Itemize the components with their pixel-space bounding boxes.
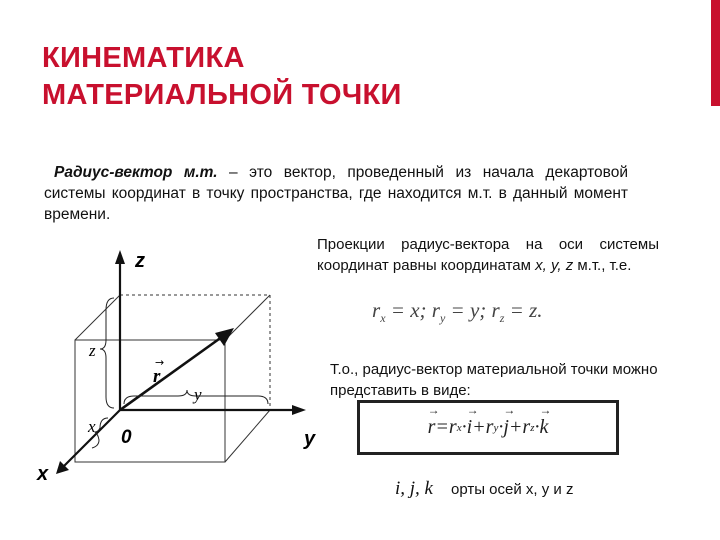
cube-edge-bottom-right <box>225 410 270 462</box>
box-ry: r <box>485 416 494 438</box>
formula-period: . <box>537 298 543 322</box>
vector-r-arrow-mark: → <box>155 356 165 369</box>
box-dot1: · <box>461 416 467 438</box>
box-rx: r <box>448 416 457 438</box>
box-i: → i <box>467 416 473 439</box>
unit-vectors-symbols: i, j, k <box>395 478 433 499</box>
projection-text-after: м.т., т.е. <box>573 257 632 274</box>
coord-x-label: x <box>88 417 96 436</box>
unit-vectors-label: орты осей x, y и z <box>451 481 574 498</box>
box-sub-x: x <box>456 421 462 434</box>
cube-front-face <box>75 340 225 462</box>
coord-y-label: y <box>194 385 202 404</box>
box-r: → r <box>428 416 436 439</box>
coordinate-formula <box>372 298 543 326</box>
conclusion-paragraph: Т.о., радиус-вектор материальной точки можно представить в виде: <box>330 361 658 399</box>
formula-r3: r <box>491 298 500 322</box>
box-sub-z: z <box>530 421 535 434</box>
y-axis-arrowhead <box>292 405 306 415</box>
formula-eq2: = <box>445 298 470 322</box>
box-j: → j <box>503 416 509 439</box>
z-axis-arrowhead <box>115 250 125 264</box>
projection-paragraph <box>317 234 659 276</box>
formula-r1: r <box>372 298 381 322</box>
box-eq: = <box>435 416 449 438</box>
projection-vars: x, y, z <box>535 257 574 274</box>
formula-x: x <box>410 298 420 322</box>
box-sub-y: y <box>493 421 499 434</box>
projection-text-before: Проекции радиус-вектора на оси системы координат равны координатам <box>317 236 659 274</box>
formula-eq3: = <box>504 298 530 322</box>
box-dot2: · <box>498 416 504 438</box>
radius-vector-line <box>120 334 226 410</box>
formula-sub-y: y <box>439 311 446 326</box>
formula-eq1: = <box>385 298 411 322</box>
formula-sep2: ; <box>479 298 492 322</box>
axis-x-label: x <box>37 463 49 485</box>
title-line-2: МАТЕРИАЛЬНОЙ ТОЧКИ <box>42 79 402 111</box>
box-rz: r <box>522 416 531 438</box>
cube-edge-top-left <box>75 295 120 340</box>
axis-z-label: z <box>135 250 145 272</box>
z-brace <box>100 298 114 408</box>
title-line-1: КИНЕМАТИКА <box>42 42 245 74</box>
radius-vector-arrowhead <box>215 328 234 346</box>
definition-term: Радиус-вектор м.т. <box>54 163 218 181</box>
coord-z-label: z <box>89 341 96 360</box>
definition-text: – это вектор, проведенный из начала декартовой системы координат в точку пространства, где находится м.т. в данный момент времени. <box>44 163 628 223</box>
origin-label: 0 <box>121 427 132 448</box>
formula-r2: r <box>431 298 440 322</box>
box-dot3: · <box>534 416 540 438</box>
formula-sub-z: z <box>499 311 505 326</box>
vector-r-label: r <box>153 366 161 387</box>
box-plus2: + <box>508 416 523 438</box>
formula-sub-x: x <box>380 311 386 326</box>
box-plus1: + <box>472 416 486 438</box>
cube-edge-top-right <box>225 295 270 340</box>
radius-vector-decomposition-formula <box>357 400 619 455</box>
formula-y: y <box>469 298 480 322</box>
formula-z: z <box>529 298 538 322</box>
box-k: → k <box>539 416 548 439</box>
axis-y-label: y <box>304 428 316 450</box>
formula-sep1: ; <box>419 298 432 322</box>
